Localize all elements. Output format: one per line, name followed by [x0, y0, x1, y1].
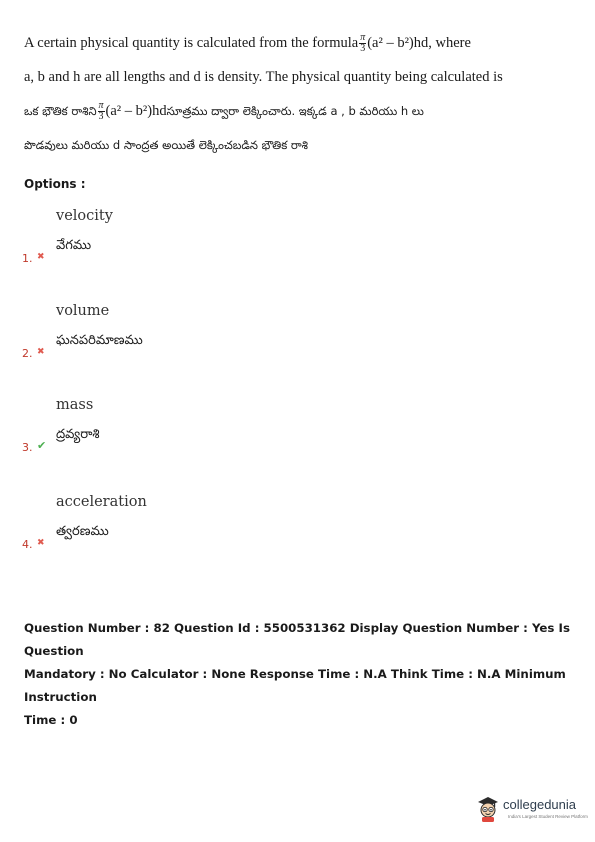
metadata-line-1: Question Number : 82 Question Id : 5500531362 Display Question Number : Yes Is Question: [24, 621, 570, 658]
option-2-en: volume: [56, 303, 110, 319]
option-3[interactable]: [0, 397, 595, 467]
metadata-line-3: Time : 0: [24, 713, 78, 727]
question-line-te-1: [24, 94, 572, 128]
option-4-te: త్వరణము: [56, 524, 109, 539]
question-te-prefix: ఒక భౌతిక రాశిని: [24, 104, 97, 118]
option-1-en: velocity: [56, 208, 113, 224]
fraction-pi-over-3: [359, 33, 366, 54]
wrong-cross-icon: ✖: [37, 538, 45, 548]
fraction-denominator-te: 3: [98, 110, 104, 122]
option-3-number: 3.: [22, 441, 33, 454]
option-1-number: 1.: [22, 252, 33, 265]
option-3-te: ద్రవ్యరాశి: [56, 427, 100, 442]
fraction-numerator-te: π: [98, 99, 104, 111]
fraction-numerator: π: [360, 31, 366, 43]
question-line-en-2: [24, 60, 572, 94]
option-3-en: mass: [56, 397, 94, 413]
option-2[interactable]: [0, 303, 595, 373]
correct-check-icon: ✔: [37, 439, 47, 452]
option-4-en: acceleration: [56, 494, 147, 510]
question-line-en-1: [24, 26, 572, 60]
question-en-suffix: , where: [428, 35, 471, 51]
option-1-te: వేగము: [56, 238, 92, 253]
brand-logo: [470, 793, 590, 829]
brand-tagline: India's Largest Student Review Platform: [508, 814, 588, 819]
brand-name: collegedunia: [503, 797, 577, 812]
fraction-denominator: 3: [360, 42, 366, 54]
formula-body-te: (a² – b²)hd: [105, 103, 167, 119]
option-4-number: 4.: [22, 538, 33, 551]
question-en-line2: a, b and h are all lengths and d is density. The physical quantity being calculated is: [24, 69, 503, 85]
question-en-prefix: A certain physical quantity is calculated from the formula: [24, 35, 359, 51]
options-heading: Options :: [24, 177, 86, 191]
student-mascot-icon: [476, 795, 500, 823]
wrong-cross-icon: ✖: [37, 347, 45, 357]
metadata-line-2: Mandatory : No Calculator : None Response Time : N.A Think Time : N.A Minimum Instruction: [24, 667, 566, 704]
question-te-line2: పొడవులు మరియు d సాంద్రత అయితే లెక్కించబడిన భౌతిక రాశి: [24, 138, 308, 152]
wrong-cross-icon: ✖: [37, 252, 45, 262]
question-line-te-2: [24, 128, 572, 162]
question-te-suffix: సూత్రము ద్వారా లెక్కించారు. ఇక్కడ a , b మరియు h లు: [166, 104, 424, 118]
option-2-te: ఘనపరిమాణము: [56, 333, 143, 348]
fraction-pi-over-3-te: [98, 101, 105, 122]
question-text: [24, 26, 572, 162]
formula-body: (a² – b²)hd: [367, 35, 429, 51]
question-metadata: [24, 617, 579, 732]
option-4[interactable]: [0, 494, 595, 564]
option-1[interactable]: [0, 208, 595, 278]
option-2-number: 2.: [22, 347, 33, 360]
